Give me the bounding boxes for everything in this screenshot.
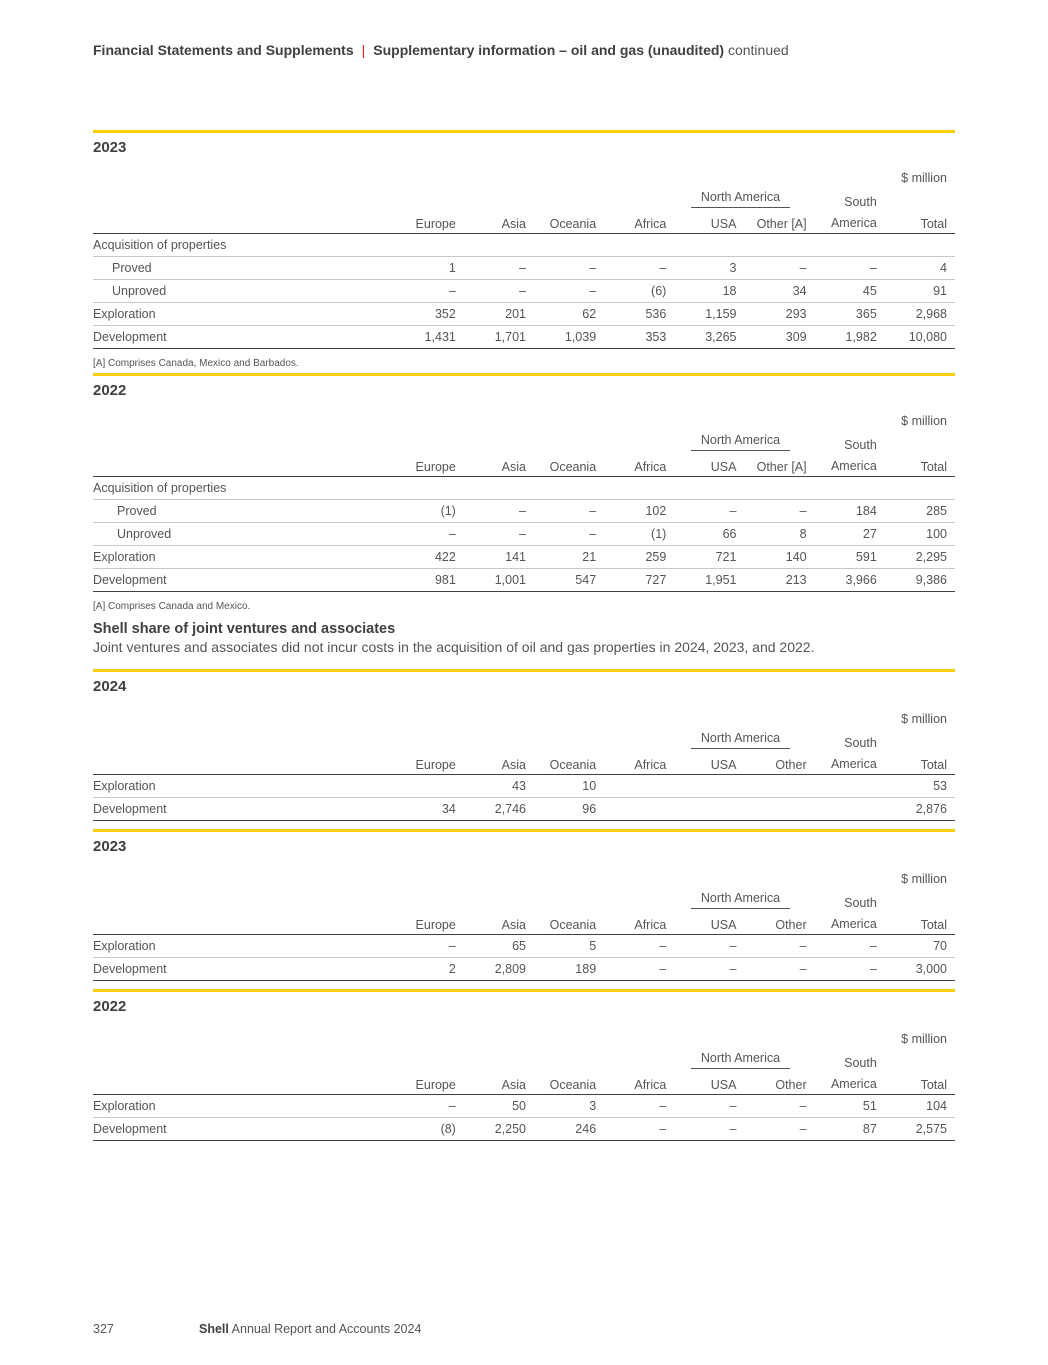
col-asia: Asia [464,1070,534,1095]
table-cell: 422 [394,546,464,569]
section-rule [93,130,955,133]
row-label: Proved [93,257,394,280]
table-cell: – [815,935,885,958]
col-america: America [815,1070,885,1095]
section-rule [93,373,955,376]
row-label: Development [93,958,394,981]
table-cell: – [464,500,534,523]
table-cell: 87 [815,1118,885,1141]
page-number: 327 [93,1322,114,1336]
table-cell: 104 [885,1095,955,1118]
row-label: Exploration [93,935,394,958]
table-cell: 2,968 [885,303,955,326]
table-cell: 2,876 [885,798,955,821]
table-year: 2023 [93,139,127,156]
table-row [93,500,955,523]
row-label: Exploration [93,775,394,798]
table-cell [815,775,885,798]
col-europe: Europe [394,1070,464,1095]
costs-table-2022 [93,410,955,592]
col-america: America [815,209,885,234]
table-cell: – [744,500,814,523]
brand-name: Shell [199,1322,229,1336]
table-cell: 3 [674,257,744,280]
table-cell: 102 [604,500,674,523]
col-total: Total [885,750,955,775]
col-other: Other [A] [744,452,814,477]
table-cell: – [604,1118,674,1141]
table-cell: 3 [534,1095,604,1118]
table-cell: – [534,280,604,303]
table-cell: 91 [885,280,955,303]
table-year: 2022 [93,998,127,1015]
table-cell: – [534,500,604,523]
table-cell: – [744,1118,814,1141]
table-cell: 5 [534,935,604,958]
south-header: South [844,896,877,910]
table-row [93,775,955,798]
table-cell: 62 [534,303,604,326]
table-cell: 3,000 [885,958,955,981]
table-cell: – [464,523,534,546]
table-cell: 45 [815,280,885,303]
unit-label: $ million [901,171,947,185]
col-america: America [815,750,885,775]
table-cell: 21 [534,546,604,569]
north-america-header: North America [674,890,814,910]
table-cell: – [394,935,464,958]
table-cell: 51 [815,1095,885,1118]
table-row [93,569,955,592]
table-cell: 259 [604,546,674,569]
section-rule [93,829,955,832]
jv-table-2023 [93,868,955,981]
table-row [93,523,955,546]
section-rule [93,989,955,992]
north-america-header: North America [674,432,814,452]
col-europe: Europe [394,750,464,775]
col-other: Other [744,1070,814,1095]
col-other: Other [A] [744,209,814,234]
table-cell: 140 [744,546,814,569]
col-total: Total [885,209,955,234]
table-cell [744,775,814,798]
table-cell: 727 [604,569,674,592]
table-cell: 309 [744,326,814,349]
table-cell: – [674,1118,744,1141]
row-label: Acquisition of properties [93,477,955,500]
row-label: Development [93,326,394,349]
row-label: Unproved [93,523,394,546]
col-usa: USA [674,1070,744,1095]
unit-label: $ million [901,712,947,726]
subsection-title: Supplementary information – oil and gas (unaudited) [373,42,725,58]
table-cell: – [674,935,744,958]
continued-label: continued [727,42,789,58]
table-row [93,546,955,569]
table-cell [674,775,744,798]
col-america: America [815,452,885,477]
col-europe: Europe [394,910,464,935]
table-cell [674,798,744,821]
table-cell: – [744,1095,814,1118]
table-cell: 2,575 [885,1118,955,1141]
table-cell: 1,039 [534,326,604,349]
table-cell: 1,001 [464,569,534,592]
table-cell: 1,431 [394,326,464,349]
jv-section-title: Shell share of joint ventures and associates [93,621,396,637]
table-cell [604,798,674,821]
table-cell: 10 [534,775,604,798]
table-cell: – [815,958,885,981]
table-cell: 50 [464,1095,534,1118]
section-rule [93,669,955,672]
south-header: South [844,736,877,750]
table-cell: 4 [885,257,955,280]
table-cell: 353 [604,326,674,349]
table-cell: 100 [885,523,955,546]
table-cell: 365 [815,303,885,326]
table-row [93,257,955,280]
footnote: [A] Comprises Canada and Mexico. [93,601,251,612]
north-america-header: North America [674,189,814,209]
table-cell: 3,966 [815,569,885,592]
section-title: Financial Statements and Supplements [93,42,354,58]
col-america: America [815,910,885,935]
table-cell [744,798,814,821]
table-row [93,958,955,981]
jv-table-section-2022 [93,989,955,1141]
table-cell: 2,250 [464,1118,534,1141]
table-cell: – [604,958,674,981]
south-header: South [844,1056,877,1070]
table-row [93,1118,955,1141]
col-total: Total [885,452,955,477]
table-cell: 1,982 [815,326,885,349]
col-africa: Africa [604,209,674,234]
table-cell: (6) [604,280,674,303]
table-cell: 3,265 [674,326,744,349]
col-africa: Africa [604,452,674,477]
col-africa: Africa [604,910,674,935]
table-cell: – [394,523,464,546]
table-cell: 66 [674,523,744,546]
row-label: Unproved [93,280,394,303]
table-cell: 591 [815,546,885,569]
table-row [93,798,955,821]
table-row [93,935,955,958]
page-header [93,42,789,58]
table-row [93,280,955,303]
table-cell: 18 [674,280,744,303]
col-oceania: Oceania [534,209,604,234]
table-cell: 70 [885,935,955,958]
footnote: [A] Comprises Canada, Mexico and Barbados. [93,358,299,369]
table-cell: 1,159 [674,303,744,326]
table-cell: 96 [534,798,604,821]
table-cell: 184 [815,500,885,523]
col-total: Total [885,910,955,935]
table-cell: 201 [464,303,534,326]
table-cell: – [744,257,814,280]
col-other: Other [744,750,814,775]
table-cell: 141 [464,546,534,569]
table-cell: 285 [885,500,955,523]
row-label: Development [93,569,394,592]
table-cell: 34 [394,798,464,821]
table-cell: 352 [394,303,464,326]
table-year: 2024 [93,678,127,695]
col-oceania: Oceania [534,910,604,935]
row-label: Development [93,798,394,821]
row-label: Acquisition of properties [93,234,955,257]
costs-table-2023 [93,167,955,349]
north-america-header: North America [674,730,814,750]
table-row [93,326,955,349]
south-header: South [844,195,877,209]
table-cell: – [534,257,604,280]
table-section-2022 [93,373,955,612]
table-cell: 1 [394,257,464,280]
table-cell: – [744,935,814,958]
table-cell: – [604,257,674,280]
col-usa: USA [674,910,744,935]
table-cell: – [604,1095,674,1118]
table-cell: 293 [744,303,814,326]
table-cell: 213 [744,569,814,592]
row-label: Exploration [93,303,394,326]
table-cell: 9,386 [885,569,955,592]
col-europe: Europe [394,452,464,477]
page-footer [93,1322,421,1336]
col-usa: USA [674,209,744,234]
table-cell: – [674,958,744,981]
row-label: Exploration [93,546,394,569]
table-year: 2022 [93,382,127,399]
table-cell: 2 [394,958,464,981]
table-cell: 2,746 [464,798,534,821]
table-cell: – [394,280,464,303]
table-cell: 2,295 [885,546,955,569]
table-cell: – [464,280,534,303]
table-cell: 536 [604,303,674,326]
table-cell: 10,080 [885,326,955,349]
jv-table-section-2023 [93,829,955,981]
table-cell: – [534,523,604,546]
table-cell: 1,701 [464,326,534,349]
table-cell: – [674,500,744,523]
table-cell [815,798,885,821]
table-cell: – [815,257,885,280]
table-cell: – [744,958,814,981]
col-europe: Europe [394,209,464,234]
unit-label: $ million [901,1032,947,1046]
table-cell: – [604,935,674,958]
table-row [93,1095,955,1118]
table-cell: – [464,257,534,280]
col-oceania: Oceania [534,452,604,477]
jv-section-text: Joint ventures and associates did not incur costs in the acquisition of oil and gas properties in 2024, 2023, and 2022. [93,639,815,655]
table-cell: 246 [534,1118,604,1141]
table-cell: 1,951 [674,569,744,592]
jv-table-2024 [93,708,955,821]
table-cell: 53 [885,775,955,798]
table-row [93,303,955,326]
col-usa: USA [674,750,744,775]
unit-label: $ million [901,414,947,428]
table-cell: – [674,1095,744,1118]
table-cell: 65 [464,935,534,958]
header-separator: | [361,42,366,58]
table-year: 2023 [93,838,127,855]
table-cell: (1) [394,500,464,523]
north-america-header: North America [674,1050,814,1070]
table-cell: 8 [744,523,814,546]
table-cell: 2,809 [464,958,534,981]
table-cell: 547 [534,569,604,592]
table-cell: 43 [464,775,534,798]
col-other: Other [744,910,814,935]
unit-label: $ million [901,872,947,886]
table-cell: 27 [815,523,885,546]
table-cell: (8) [394,1118,464,1141]
col-total: Total [885,1070,955,1095]
table-cell: 34 [744,280,814,303]
table-cell [394,775,464,798]
table-section-2023 [93,130,955,369]
table-cell: 981 [394,569,464,592]
table-cell: – [394,1095,464,1118]
row-label: Proved [93,500,394,523]
table-cell: 189 [534,958,604,981]
col-usa: USA [674,452,744,477]
row-label: Exploration [93,1095,394,1118]
col-africa: Africa [604,1070,674,1095]
col-africa: Africa [604,750,674,775]
south-header: South [844,438,877,452]
col-asia: Asia [464,452,534,477]
table-cell: 721 [674,546,744,569]
document-title: Annual Report and Accounts 2024 [231,1322,422,1336]
col-asia: Asia [464,750,534,775]
col-asia: Asia [464,910,534,935]
row-label: Development [93,1118,394,1141]
jv-table-2022 [93,1028,955,1141]
col-oceania: Oceania [534,750,604,775]
col-asia: Asia [464,209,534,234]
col-oceania: Oceania [534,1070,604,1095]
jv-table-section-2024 [93,669,955,821]
table-cell: (1) [604,523,674,546]
table-cell [604,775,674,798]
